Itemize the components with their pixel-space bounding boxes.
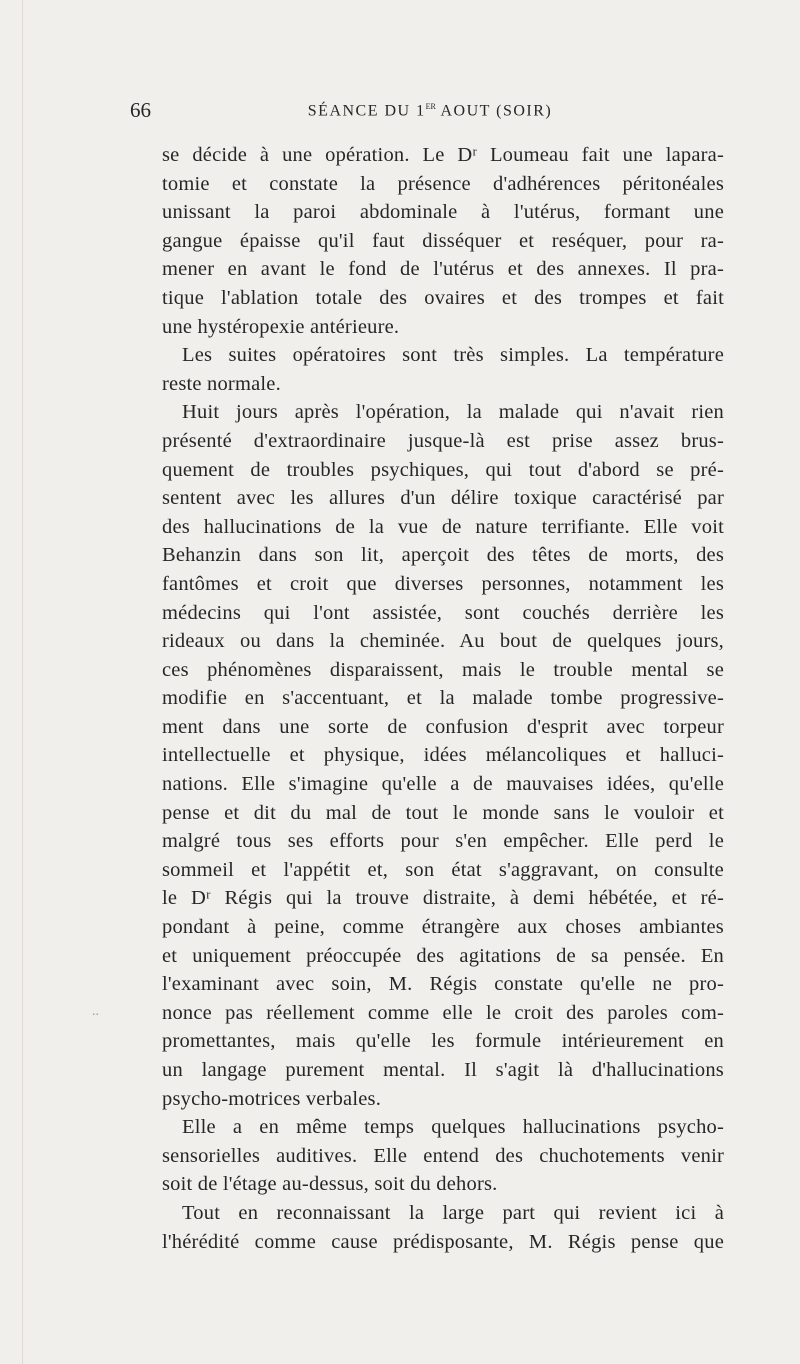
text-line: ment dans une sorte de confusion d'esprit avec torpeur bbox=[162, 715, 724, 738]
text-line: intellectuelle et physique, idées mélancoliques et halluci- bbox=[162, 744, 724, 767]
text-line: rideaux ou dans la cheminée. Au bout de quelques jours, bbox=[162, 630, 724, 653]
text-line: l'hérédité comme cause prédisposante, M. Régis pense que bbox=[162, 1230, 724, 1253]
running-head-date-superscript: er bbox=[425, 100, 436, 112]
margin-mark: .. bbox=[92, 1004, 99, 1019]
text-line: reste normale. bbox=[162, 372, 281, 395]
text-line: unissant la paroi abdominale à l'utérus, formant une bbox=[162, 201, 724, 224]
text-line: Tout en reconnaissant la large part qui revient ici à bbox=[182, 1201, 724, 1224]
text-line: promettantes, mais qu'elle les formule intérieurement en bbox=[162, 1030, 724, 1053]
text-line: Huit jours après l'opération, la malade qui n'avait rien bbox=[182, 401, 724, 424]
text-line: Les suites opératoires sont très simples. La température bbox=[182, 344, 724, 367]
text-line: se décide à une opération. Le Dʳ Loumeau fait une lapara- bbox=[162, 144, 724, 166]
page-header bbox=[130, 98, 730, 124]
running-head-session: AOUT (SOIR) bbox=[440, 102, 553, 120]
text-line: une hystéropexie antérieure. bbox=[162, 315, 400, 338]
text-line: tomie et constate la présence d'adhérences péritonéales bbox=[162, 172, 724, 195]
text-line: mener en avant le fond de l'utérus et des annexes. Il pra- bbox=[162, 258, 724, 281]
text-line: pondant à peine, comme étrangère aux choses ambiantes bbox=[162, 916, 724, 939]
text-line: le Dʳ Régis qui la trouve distraite, à demi hébétée, et ré- bbox=[162, 887, 724, 910]
body-text bbox=[162, 141, 724, 1256]
text-line: quement de troubles psychiques, qui tout d'abord se pré- bbox=[162, 458, 724, 481]
text-line: l'examinant avec soin, M. Régis constate qu'elle ne pro- bbox=[162, 973, 724, 996]
text-line: sensorielles auditives. Elle entend des chuchotements venir bbox=[162, 1144, 724, 1167]
text-line: sommeil et l'appétit et, son état s'aggravant, on consulte bbox=[162, 858, 724, 881]
text-line: psycho-motrices verbales. bbox=[162, 1087, 382, 1110]
page-edge-shadow bbox=[22, 0, 23, 1364]
text-line: tique l'ablation totale des ovaires et des trompes et fait bbox=[162, 286, 724, 309]
text-line: fantômes et croit que diverses personnes, notamment les bbox=[162, 572, 724, 595]
text-line: soit de l'étage au-dessus, soit du dehors. bbox=[162, 1173, 498, 1196]
text-line: des hallucinations de la vue de nature terrifiante. Elle voit bbox=[162, 515, 724, 538]
text-line: un langage purement mental. Il s'agit là d'hallucinations bbox=[162, 1059, 724, 1081]
page-number: 66 bbox=[130, 98, 151, 122]
running-head-date: 1 bbox=[416, 102, 426, 120]
text-line: sentent avec les allures d'un délire toxique caractérisé par bbox=[162, 487, 724, 510]
text-line: médecins qui l'ont assistée, sont couchés derrière les bbox=[162, 601, 724, 624]
text-line: nations. Elle s'imagine qu'elle a de mauvaises idées, qu'elle bbox=[162, 773, 724, 796]
text-line: ces phénomènes disparaissent, mais le trouble mental se bbox=[162, 658, 724, 681]
text-line: nonce pas réellement comme elle le croit des paroles com- bbox=[162, 1001, 724, 1024]
running-head bbox=[130, 100, 730, 120]
text-line: gangue épaisse qu'il faut disséquer et reséquer, pour ra- bbox=[162, 229, 724, 252]
text-line: modifie en s'accentuant, et la malade tombe progressive- bbox=[162, 687, 724, 710]
text-line: et uniquement préoccupée des agitations de sa pensée. En bbox=[162, 944, 724, 967]
text-line: malgré tous ses efforts pour s'en empêcher. Elle perd le bbox=[162, 830, 724, 853]
text-line: Behanzin dans son lit, aperçoit des têtes de morts, des bbox=[162, 544, 724, 567]
running-head-title: SÉANCE DU bbox=[307, 102, 411, 120]
text-line: Elle a en même temps quelques hallucinations psycho- bbox=[182, 1116, 724, 1139]
text-line: pense et dit du mal de tout le monde sans le vouloir et bbox=[162, 801, 724, 824]
text-line: présenté d'extraordinaire jusque-là est prise assez brus- bbox=[162, 429, 724, 452]
